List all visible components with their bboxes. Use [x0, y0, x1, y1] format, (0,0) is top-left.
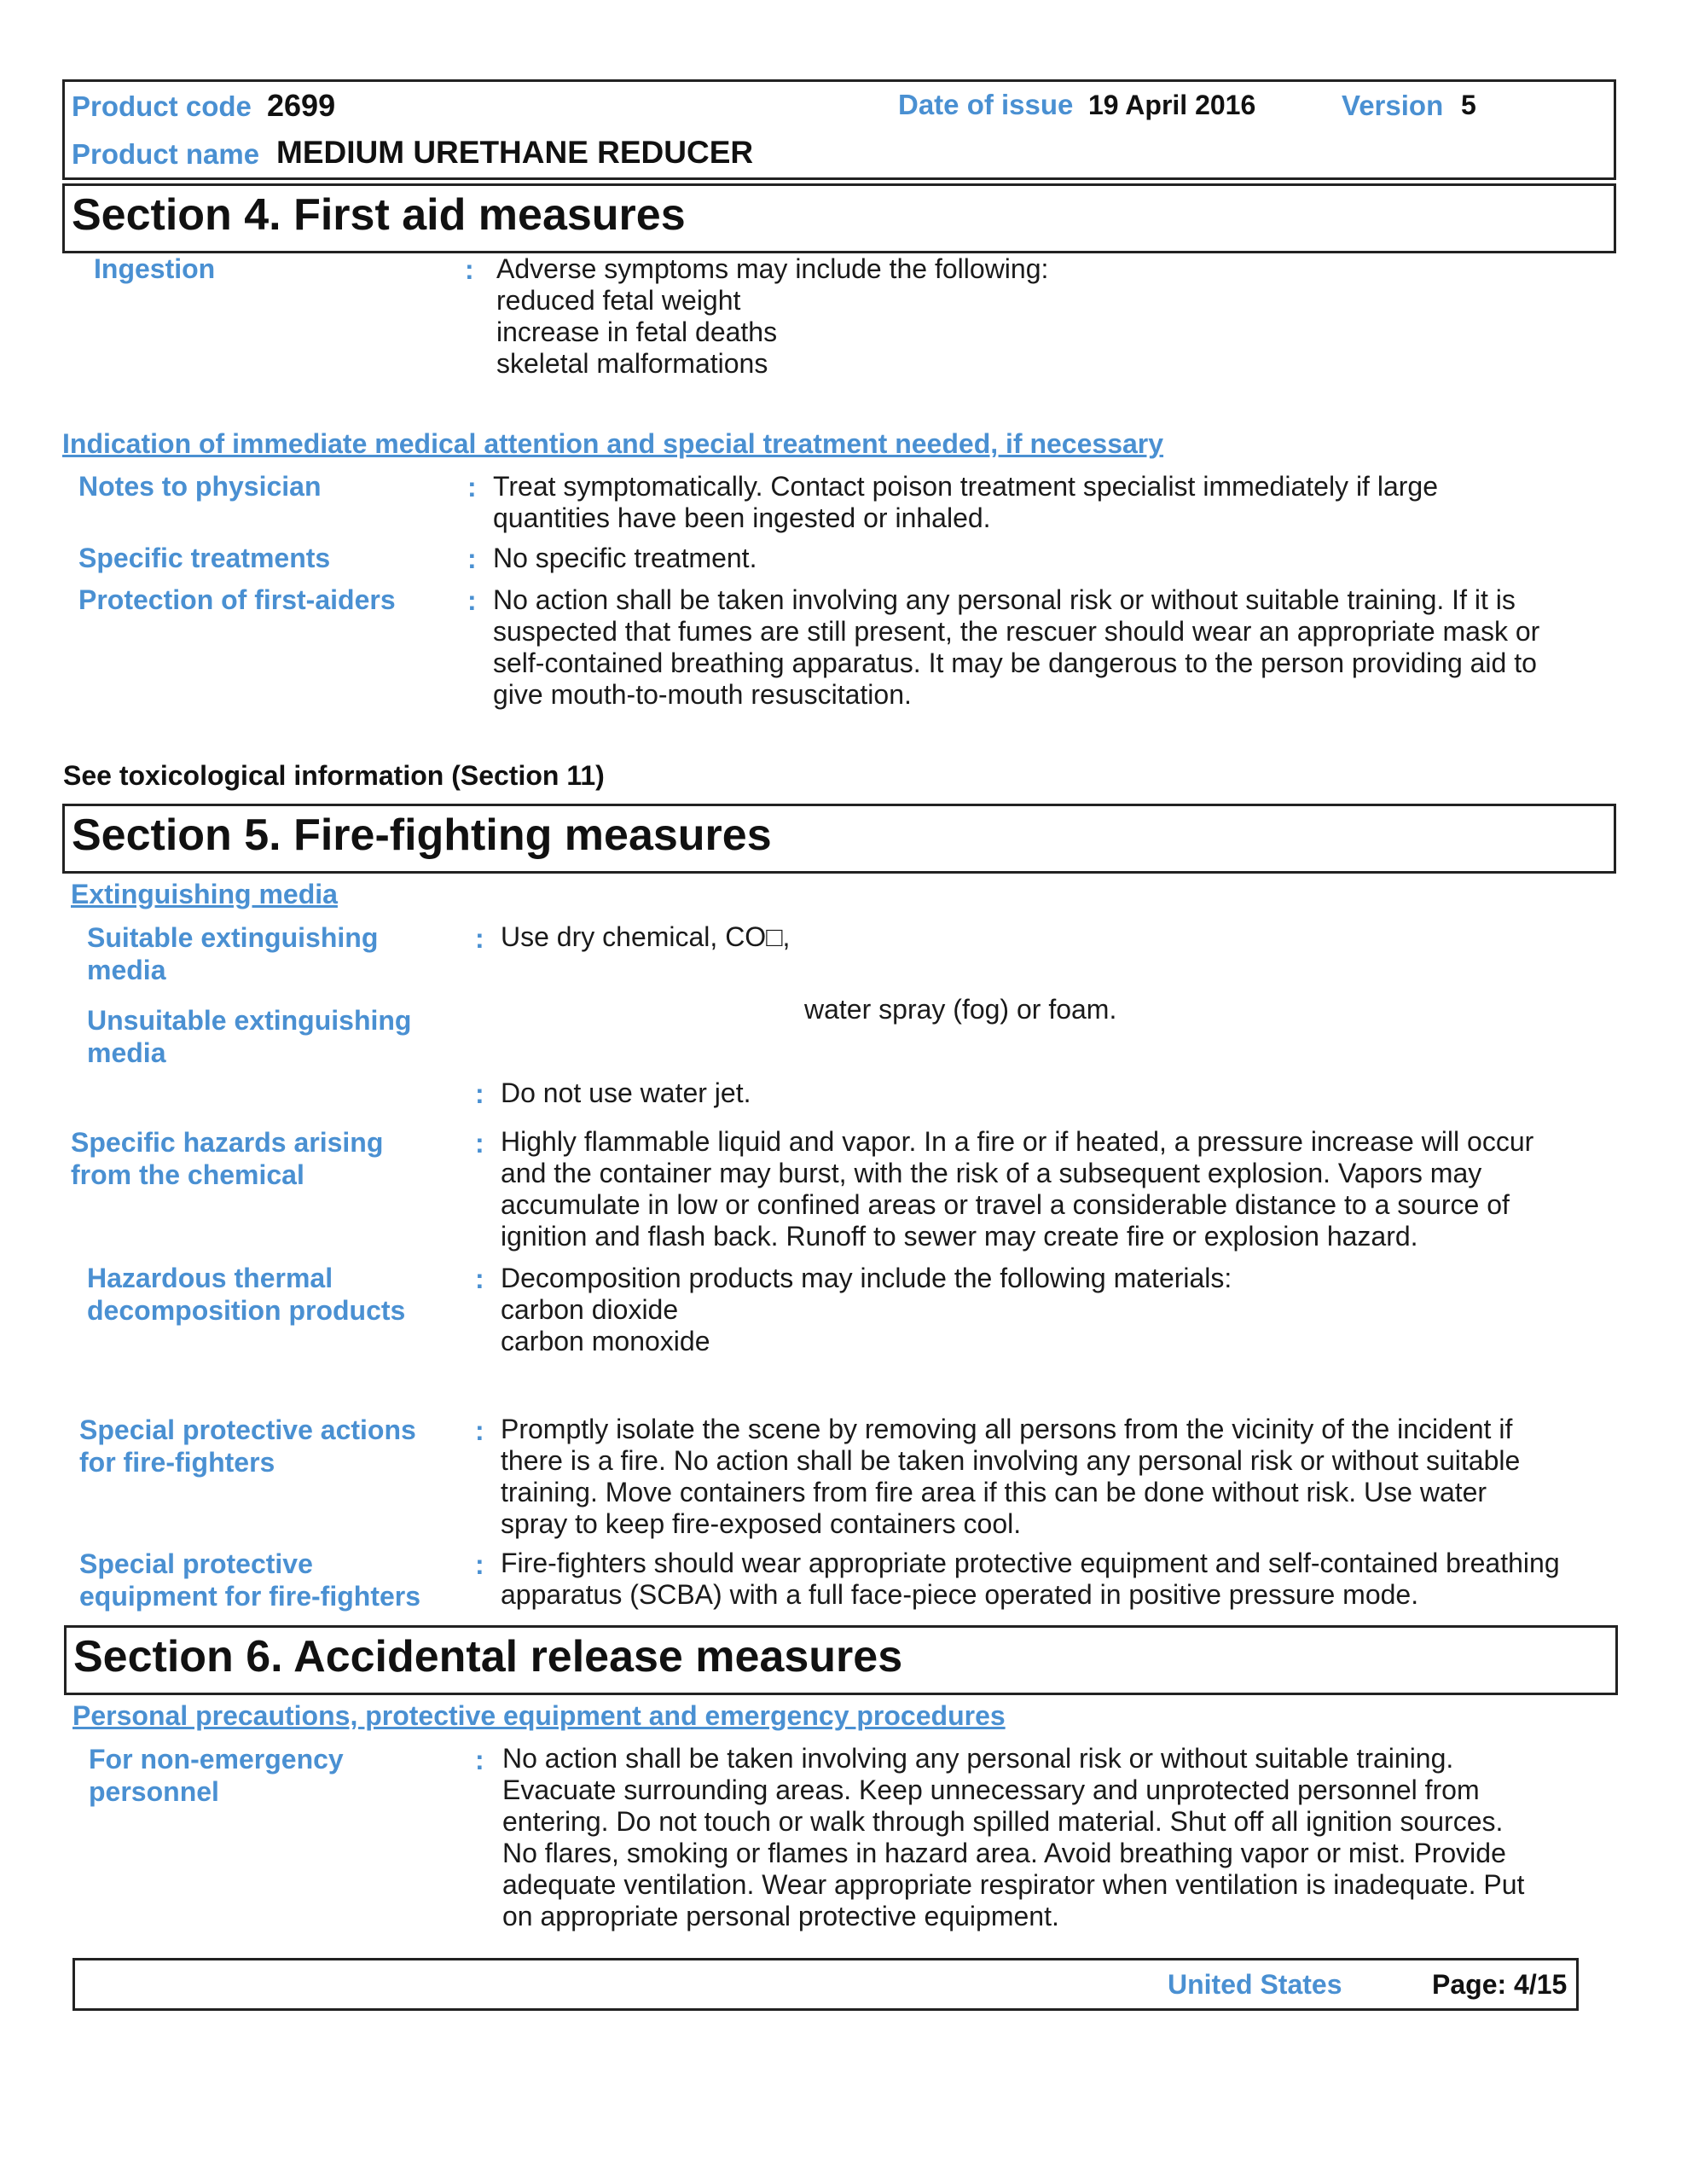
section-5-header: [62, 804, 1616, 874]
specific-hazards-text: Highly flammable liquid and vapor. In a fire or if heated, a pressure increase will occur and the container may burst, with the risk of a subsequent explosion. Vapors may accumulate in low or confined areas or travel a considerable distance to a source of ignition and flash back. Runoff to sewer may create fire or explosion hazard.: [501, 1126, 1534, 1252]
colon: :: [467, 543, 477, 574]
section-4-header: [62, 183, 1616, 253]
product-code-label: Product code: [72, 90, 252, 122]
colon: :: [475, 1078, 484, 1109]
see-toxicological-note: See toxicological information (Section 11): [63, 760, 605, 791]
protection-first-aiders-label: Protection of first-aiders: [78, 584, 396, 615]
suitable-extinguishing-text-continued: water spray (fog) or foam.: [804, 994, 1117, 1025]
version-label: Version: [1342, 90, 1444, 121]
hazardous-thermal-text: Decomposition products may include the following materials: carbon dioxide carbon monoxide: [501, 1263, 1232, 1356]
unsuitable-extinguishing-label: Unsuitable extinguishing media: [87, 1005, 412, 1068]
notes-to-physician-label: Notes to physician: [78, 471, 322, 502]
date-of-issue-label: Date of issue: [898, 89, 1074, 120]
notes-to-physician-text: Treat symptomatically. Contact poison treatment specialist immediately if large quantities have been ingested or inhaled.: [493, 471, 1438, 533]
special-protective-actions-label: Special protective actions for fire-fighters: [79, 1414, 416, 1478]
specific-hazards-label: Specific hazards arising from the chemical: [71, 1127, 384, 1190]
colon: :: [475, 923, 484, 954]
product-name-label: Product name: [72, 138, 260, 170]
ingestion-text: Adverse symptoms may include the following: reduced fetal weight increase in fetal deaths skeletal malformations: [496, 253, 1049, 379]
colon: :: [465, 254, 474, 285]
version-value: 5: [1461, 90, 1476, 120]
ingestion-label: Ingestion: [94, 253, 216, 284]
page-footer: [72, 1958, 1579, 2011]
section-5-title: Section 5. Fire-fighting measures: [72, 810, 772, 860]
protection-first-aiders-text: No action shall be taken involving any personal risk or without suitable training. If it is suspected that fumes are still present, the rescuer should wear an appropriate mask or self-contained breathing apparatus. It may be dangerous to the person providing aid to give mouth-to-mouth resuscitation.: [493, 584, 1540, 710]
colon: :: [475, 1745, 484, 1775]
product-code-value: 2699: [267, 88, 336, 123]
non-emergency-personnel-label: For non-emergency personnel: [89, 1744, 344, 1807]
colon: :: [475, 1415, 484, 1446]
colon: :: [475, 1128, 484, 1159]
product-name-value: MEDIUM URETHANE REDUCER: [276, 135, 754, 170]
colon: :: [467, 472, 477, 502]
footer-page-number: Page: 4/15: [1432, 1969, 1568, 2000]
section-4-title: Section 4. First aid measures: [72, 190, 686, 240]
special-protective-equipment-label: Special protective equipment for fire-fighters: [79, 1548, 421, 1612]
extinguishing-media-subhead: Extinguishing media: [71, 879, 338, 909]
colon: :: [475, 1549, 484, 1580]
colon: :: [475, 1263, 484, 1294]
personal-precautions-subhead: Personal precautions, protective equipment and emergency procedures: [72, 1700, 1006, 1731]
suitable-extinguishing-label: Suitable extinguishing media: [87, 922, 379, 985]
suitable-extinguishing-text: Use dry chemical, CO□,: [501, 921, 791, 952]
section-6-title: Section 6. Accidental release measures: [73, 1632, 903, 1682]
product-header-box: [62, 79, 1616, 180]
specific-treatments-text: No specific treatment.: [493, 543, 757, 573]
hazardous-thermal-label: Hazardous thermal decomposition products: [87, 1263, 406, 1326]
medical-attention-subhead: Indication of immediate medical attention and special treatment needed, if necessary: [62, 428, 1164, 459]
date-of-issue-value: 19 April 2016: [1088, 90, 1256, 120]
non-emergency-personnel-text: No action shall be taken involving any personal risk or without suitable training. Evacuate surrounding areas. Keep unnecessary and unprotected personnel from entering. Do not touch or walk through spilled material. Shut off all ignition sources. No flares, smoking or flames in hazard area. Avoid breathing vapor or mist. Provide adequate ventilation. Wear appropriate respirator when ventilation is inadequate. Put on appropriate personal protective equipment.: [502, 1743, 1525, 1931]
special-protective-equipment-text: Fire-fighters should wear appropriate protective equipment and self-contained breathing apparatus (SCBA) with a full face-piece operated in positive pressure mode.: [501, 1548, 1560, 1610]
footer-country: United States: [1168, 1969, 1342, 2000]
colon: :: [467, 585, 477, 616]
section-6-header: [64, 1625, 1618, 1695]
special-protective-actions-text: Promptly isolate the scene by removing all persons from the vicinity of the incident if there is a fire. No action shall be taken involving any personal risk or without suitable training. Move containers from fire area if this can be done without risk. Use water spray to keep fire-exposed containers cool.: [501, 1414, 1521, 1539]
specific-treatments-label: Specific treatments: [78, 543, 331, 573]
unsuitable-extinguishing-text: Do not use water jet.: [501, 1077, 751, 1108]
